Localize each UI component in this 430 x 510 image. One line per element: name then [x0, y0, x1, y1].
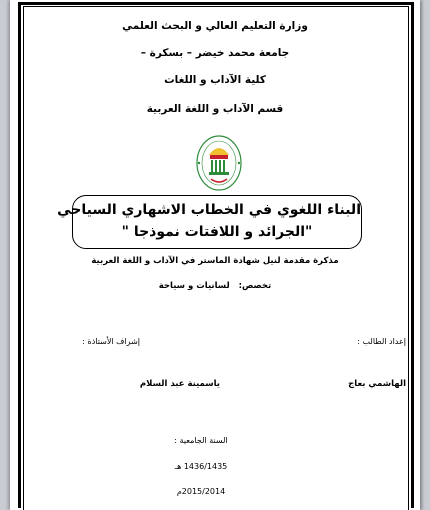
supervisor-label: إشراف الأستاذة : — [82, 337, 140, 346]
faculty-heading: كلية الآداب و اللغات — [164, 74, 266, 86]
degree-note: مذكرة مقدمة لنيل شهادة الماستر في الآداب و اللغة العربية — [91, 256, 339, 266]
specialty-line — [10, 281, 420, 291]
specialty-label: تخصص: — [238, 281, 272, 291]
ministry-heading: وزارة التعليم العالي و البحث العلمي — [122, 20, 308, 32]
thesis-title-line1: البناء اللغوي في الخطاب الاشهاري السياحي — [57, 202, 361, 218]
university-logo-icon — [193, 133, 245, 193]
department-heading: قسم الآداب و اللغة العربية — [146, 103, 284, 115]
specialty-value: لسانيات و سياحة — [158, 281, 230, 291]
academic-year-gregorian: 2015/2014م — [176, 487, 226, 496]
thesis-title-line2: "الجرائد و اللافتات نموذجا " — [121, 224, 313, 240]
student-label: إعداد الطالب : — [357, 337, 406, 346]
document-page — [10, 0, 420, 510]
supervisor-name: ياسمينة عبد السلام — [139, 379, 220, 389]
academic-year-label: السنة الجامعية : — [174, 436, 228, 445]
thesis-title-box — [57, 195, 362, 249]
student-name: الهاشمي بعاج — [348, 379, 406, 389]
academic-year-hijri: 1436/1435 هـ — [174, 462, 228, 471]
university-heading: جامعة محمد خيضر – بسكرة – — [140, 47, 290, 59]
